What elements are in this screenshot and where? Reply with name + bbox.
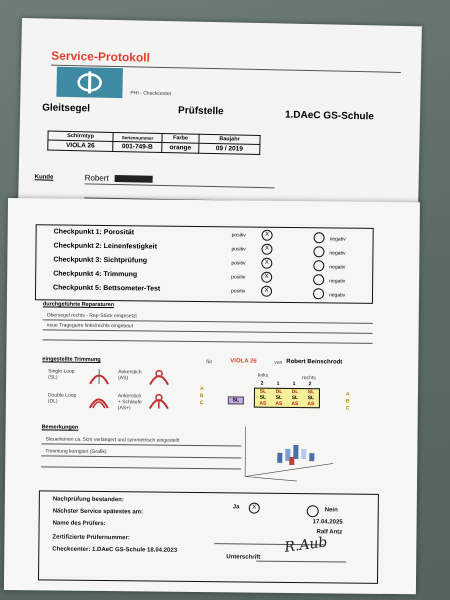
trim-cell: SL (307, 389, 315, 396)
abc-letter: C (199, 400, 204, 407)
positive-checkbox[interactable]: X (261, 244, 272, 255)
anchor-plus-illustration (148, 391, 170, 409)
repair-line: Obersegel rechts - Rep-Stück eingesetzt (46, 312, 137, 320)
positive-label: positiv (231, 274, 246, 281)
checkpoint-label: Checkpunkt 5: Bettsometer-Test (53, 284, 161, 293)
anchor-label: Ankerstich (AS) (118, 369, 142, 382)
trim-col-header (254, 381, 318, 388)
signature-label: Unterschrift (226, 554, 261, 561)
rechts-label: rechts (302, 375, 316, 382)
double-loop-label: Double Loop (DL) (47, 392, 77, 405)
trim-cell: SL (259, 394, 267, 401)
protocol-title: Service-Protokoll (51, 48, 151, 65)
negative-checkbox[interactable] (313, 288, 324, 299)
remark-rule (41, 443, 241, 446)
sl-tag: SL (228, 396, 244, 404)
col-number: 1 (276, 380, 280, 387)
col-number: 2 (260, 380, 264, 387)
device-value-cell: orange (162, 142, 199, 153)
positive-label: positiv (231, 288, 246, 295)
trim-cell: AS (259, 400, 267, 407)
trim-cell: SL (307, 395, 315, 402)
anchor-plus-label: Ankerstich + Schlaufe (AS+) (117, 393, 142, 412)
no-label: Nein (324, 507, 338, 514)
next-service-label: Nächster Service spätestes am: (52, 508, 144, 516)
negative-checkbox[interactable] (313, 260, 324, 271)
redacted-block (115, 175, 153, 183)
protocol-sheet-main (4, 198, 420, 594)
trim-cell: AS (291, 400, 299, 408)
links-label: links (258, 372, 269, 379)
remark-line: Trimmung korrigiert (Grafik) (45, 448, 107, 456)
device-table (47, 131, 260, 155)
checkpoint-label: Checkpunkt 2: Leinenfestigkeit (53, 242, 157, 251)
protocol-sheet-top (18, 18, 422, 226)
positive-checkbox[interactable]: X (261, 286, 272, 297)
negative-label: negativ (329, 264, 346, 271)
double-loop-illustration (88, 391, 110, 409)
trim-grid-row (255, 401, 319, 408)
abc-left (200, 386, 204, 407)
abc-letter: C (345, 405, 350, 412)
negative-checkbox[interactable] (313, 246, 324, 257)
trim-von-label: von (274, 359, 283, 366)
negative-checkbox[interactable] (313, 274, 324, 285)
repair-rule (43, 329, 373, 333)
trim-cell: DL (291, 388, 299, 396)
device-value-cell: 001-749-B (113, 141, 162, 152)
positive-label: positiv (231, 260, 246, 267)
trim-title: eingestellte Trimmung (42, 356, 101, 363)
remarks-title: Bemerkungen (41, 424, 79, 431)
company-logo (56, 67, 123, 98)
examiner-label: Name des Prüfers: (52, 520, 106, 528)
trim-grid (254, 388, 320, 409)
category: Gleitsegel (42, 102, 91, 115)
repair-line: neue Tragegurte links/rechts eingebaut (46, 322, 134, 330)
trim-cell: SL (275, 394, 283, 401)
trim-owner: Robert Beinschrodt (286, 358, 343, 366)
trim-cell: DL (275, 388, 283, 395)
positive-label: positiv (231, 246, 246, 253)
remark-rule (41, 466, 241, 469)
negative-label: negativ (329, 250, 346, 257)
repairs-title: durchgeführte Reparaturen (42, 301, 115, 309)
trim-cell: SL (291, 394, 299, 402)
device-header-cell: Seriennummer (113, 132, 162, 142)
col-number: 1 (292, 380, 296, 388)
customer-label: Kunde (34, 174, 54, 181)
positive-checkbox[interactable]: X (261, 272, 272, 283)
checkpoint-label: Checkpunkt 1: Porosität (53, 228, 135, 237)
single-loop-illustration (88, 367, 110, 385)
device-header-cell: Baujahr (199, 134, 260, 144)
checkpoint-label: Checkpunkt 3: Sichtprüfung (53, 256, 148, 265)
customer-line (85, 183, 275, 188)
signature: R.Aub (283, 534, 329, 556)
negative-checkbox[interactable] (314, 232, 325, 243)
station-label: Prüfstelle (177, 105, 224, 118)
remark-line: Steuerleinen ca. 5cm verlängert und symmetrisch eingestellt (45, 436, 180, 444)
negative-label: negativ (328, 292, 346, 299)
certificate-label: Zertifizierte Prüfernummer: (52, 534, 130, 542)
abc-letter: A (345, 391, 350, 398)
abc-letter: A (199, 386, 204, 393)
col-number: 2 (308, 381, 312, 388)
negative-label: negativ (329, 278, 346, 285)
abc-letter: B (345, 398, 350, 405)
trim-cell: SL (259, 388, 267, 395)
device-header-cell: Schirmtyp (48, 131, 113, 141)
next-service-date: 17.04.2025 (312, 519, 343, 526)
checkcenter-line: Checkcenter: 1.DAeC GS-Schule 18.04.2023 (52, 546, 178, 554)
repair-rule (43, 339, 373, 343)
abc-right (346, 392, 350, 413)
device-value-cell: 09 / 2019 (199, 143, 260, 154)
no-checkbox[interactable] (307, 505, 319, 517)
yes-label: Ja (232, 504, 240, 511)
trim-for-label: für (206, 359, 213, 366)
positive-checkbox[interactable]: X (262, 230, 273, 241)
positive-checkbox[interactable]: X (261, 258, 272, 269)
device-value-cell: VIOLA 26 (48, 140, 113, 151)
single-loop-label: Single Loop (SL) (48, 368, 75, 381)
checkpoint-label: Checkpunkt 4: Trimmung (53, 270, 138, 279)
yes-checkbox[interactable]: X (249, 503, 260, 514)
station-name: 1.DAeC GS-Schule (284, 109, 375, 123)
trim-glider: VIOLA 26 (230, 358, 257, 365)
negative-label: negativ (329, 236, 346, 243)
trim-cell: AS (307, 401, 315, 408)
abc-letter: B (199, 393, 204, 400)
device-header-cell: Farbe (162, 133, 199, 143)
remark-rule (41, 455, 241, 458)
positive-label: positiv (231, 232, 246, 239)
examiner-name: Ralf Antz (316, 529, 343, 536)
passed-label: Nachprüfung bestanden: (52, 496, 124, 504)
customer-name: Robert (84, 173, 109, 183)
phi-icon (74, 70, 104, 95)
anchor-illustration (148, 367, 170, 385)
trim-cell: AS (275, 400, 283, 407)
company-name: PHI - Checkcenter (130, 90, 172, 98)
trim-graph (237, 422, 338, 483)
